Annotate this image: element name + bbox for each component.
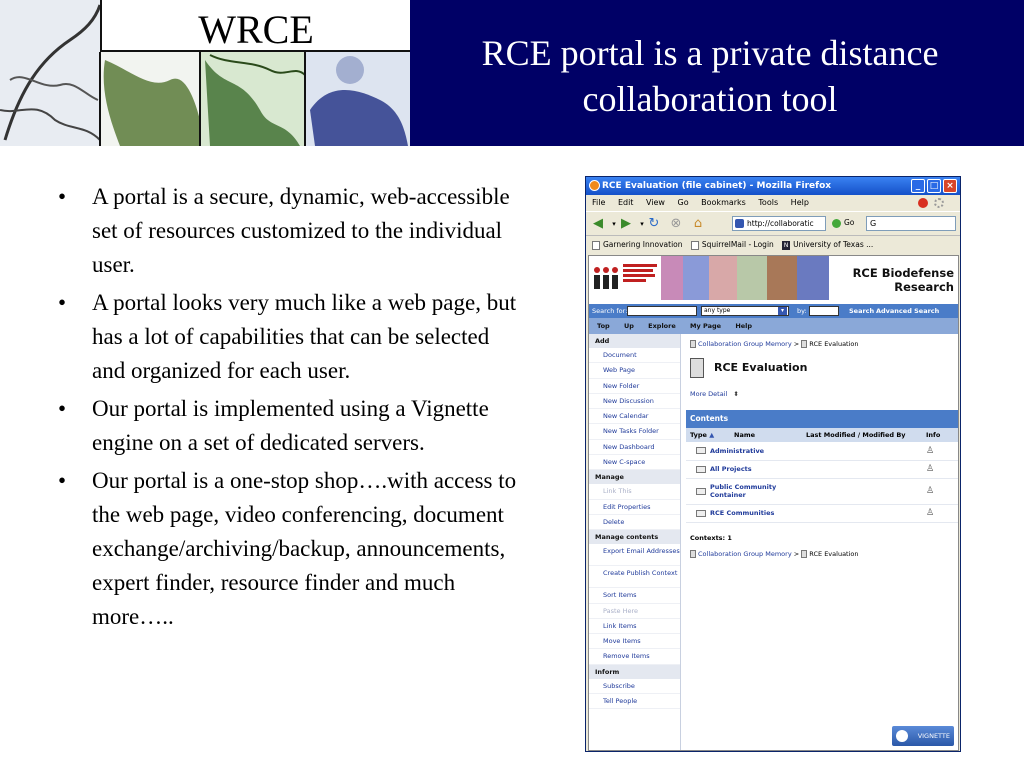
close-icon[interactable]: × bbox=[943, 179, 957, 193]
bullet-item bbox=[50, 286, 520, 388]
nav-help[interactable]: Help bbox=[735, 322, 753, 330]
drawer-icon bbox=[801, 340, 807, 348]
link-items-link[interactable]: Link Items bbox=[589, 619, 680, 634]
table-header-row bbox=[686, 428, 959, 442]
subscribe-link[interactable]: Subscribe bbox=[589, 679, 680, 694]
person-icon[interactable]: ♙ bbox=[926, 445, 935, 456]
go-icon bbox=[832, 219, 841, 228]
cabinet-icon bbox=[690, 550, 696, 558]
left-action-menu bbox=[589, 334, 681, 751]
link-this-link: Link This bbox=[589, 484, 680, 499]
menu-file[interactable]: File bbox=[592, 198, 606, 207]
section-manage: Manage bbox=[589, 470, 680, 484]
col-name[interactable]: Name bbox=[730, 428, 802, 442]
banner-image bbox=[767, 256, 797, 300]
minimize-icon[interactable]: _ bbox=[911, 179, 925, 193]
menu-edit[interactable]: Edit bbox=[617, 198, 634, 207]
cabinet-icon bbox=[690, 340, 696, 348]
breadcrumb-parent-link[interactable]: Collaboration Group Memory bbox=[698, 340, 792, 348]
row-name[interactable]: RCE Communities bbox=[710, 509, 775, 517]
new-discussion-link[interactable]: New Discussion bbox=[589, 394, 680, 409]
bookmark-label: University of Texas ... bbox=[793, 240, 874, 249]
breadcrumb-separator: > bbox=[793, 550, 800, 558]
bookmark-label: SquirrelMail - Login bbox=[701, 240, 774, 249]
n-favicon-icon: N bbox=[783, 241, 789, 249]
contents-table bbox=[686, 428, 959, 523]
add-document-link[interactable]: Document bbox=[589, 348, 680, 363]
site-search-input[interactable] bbox=[627, 306, 697, 316]
paste-here-link: Paste Here bbox=[589, 604, 680, 619]
browser-search-input[interactable] bbox=[866, 216, 956, 231]
sort-up-icon[interactable]: ▲ bbox=[709, 431, 715, 439]
throbber-icon bbox=[934, 198, 944, 208]
page-icon bbox=[592, 241, 600, 250]
menu-help[interactable]: Help bbox=[790, 198, 809, 207]
back-arrow-icon[interactable]: ◀ bbox=[593, 216, 603, 231]
page-heading-row bbox=[690, 358, 807, 378]
menu-tools[interactable]: Tools bbox=[758, 198, 779, 207]
site-search-bar bbox=[589, 304, 958, 318]
vignette-badge[interactable] bbox=[892, 726, 954, 746]
breadcrumb bbox=[690, 340, 859, 348]
logo-title-box bbox=[100, 0, 410, 52]
table-row[interactable] bbox=[686, 460, 959, 478]
maximize-icon[interactable]: □ bbox=[927, 179, 941, 193]
banner-image bbox=[709, 256, 737, 300]
site-banner bbox=[589, 256, 958, 304]
bullet-text: Our portal is implemented using a Vignette engine on a set of dedicated servers. bbox=[92, 396, 489, 455]
stop-icon[interactable] bbox=[918, 198, 928, 208]
folder-icon bbox=[696, 510, 706, 517]
contents-header: Contents bbox=[686, 410, 959, 428]
type-select-value: any type bbox=[704, 307, 731, 314]
url-input[interactable] bbox=[732, 216, 826, 231]
search-engine-icon: G bbox=[870, 219, 877, 228]
bullet-dot: • bbox=[58, 396, 67, 421]
new-dashboard-link[interactable]: New Dashboard bbox=[589, 440, 680, 455]
folder-icon bbox=[696, 466, 706, 473]
vignette-logo-icon bbox=[896, 730, 908, 742]
col-last-modified[interactable]: Last Modified / Modified By bbox=[802, 428, 922, 442]
col-type[interactable] bbox=[686, 428, 730, 442]
bookmark-item[interactable] bbox=[691, 240, 774, 249]
section-add: Add bbox=[589, 334, 680, 348]
reload-icon[interactable]: ↻ bbox=[648, 216, 660, 231]
row-name[interactable]: All Projects bbox=[710, 465, 752, 473]
go-label: Go bbox=[844, 218, 855, 227]
more-detail-label: More Detail bbox=[690, 390, 728, 398]
search-button[interactable]: Search bbox=[849, 307, 875, 315]
forward-arrow-icon[interactable]: ▶ bbox=[621, 216, 631, 231]
menu-go[interactable]: Go bbox=[677, 198, 689, 207]
row-info-cell bbox=[922, 478, 959, 504]
browser-window-screenshot bbox=[585, 176, 961, 752]
window-title: RCE Evaluation (file cabinet) - Mozilla Firefox bbox=[602, 181, 832, 191]
table-row[interactable] bbox=[686, 504, 959, 522]
nav-up[interactable]: Up bbox=[623, 322, 634, 330]
breadcrumb-separator: > bbox=[793, 340, 800, 348]
col-type-label: Type bbox=[690, 431, 707, 439]
bullet-dot: • bbox=[58, 184, 67, 209]
firefox-icon bbox=[589, 180, 600, 191]
go-button[interactable] bbox=[832, 218, 854, 228]
edit-properties-link[interactable]: Edit Properties bbox=[589, 500, 680, 515]
sort-items-link[interactable]: Sort Items bbox=[589, 588, 680, 603]
forward-dropdown-icon[interactable]: ▾ bbox=[640, 220, 644, 228]
by-input[interactable] bbox=[809, 306, 839, 316]
navigation-toolbar bbox=[586, 211, 960, 235]
banner-image bbox=[683, 256, 709, 300]
bullet-dot: • bbox=[58, 290, 67, 315]
bullet-item bbox=[50, 180, 520, 282]
vignette-label: VIGNETTE bbox=[917, 732, 950, 740]
row-name[interactable]: Public Community Container bbox=[710, 483, 777, 499]
search-label: Search for: bbox=[592, 307, 628, 315]
wrce-logo-panel bbox=[0, 0, 410, 146]
move-items-link[interactable]: Move Items bbox=[589, 634, 680, 649]
banner-image bbox=[797, 256, 829, 300]
table-row[interactable] bbox=[686, 478, 959, 504]
page-title: RCE Evaluation bbox=[714, 361, 808, 374]
chevron-down-icon: ▾ bbox=[778, 307, 787, 315]
bookmark-item[interactable] bbox=[782, 240, 873, 249]
page-icon bbox=[691, 241, 699, 250]
new-tasks-folder-link[interactable]: New Tasks Folder bbox=[589, 424, 680, 439]
row-info-cell bbox=[922, 504, 959, 522]
drawer-icon bbox=[801, 550, 807, 558]
by-label: by: bbox=[797, 307, 807, 315]
home-icon[interactable]: ⌂ bbox=[693, 216, 703, 231]
person-icon[interactable]: ♙ bbox=[926, 508, 935, 518]
delete-link[interactable]: Delete bbox=[589, 515, 680, 530]
context-current: RCE Evaluation bbox=[809, 550, 859, 558]
remove-items-link[interactable]: Remove Items bbox=[589, 649, 680, 664]
row-name-cell[interactable] bbox=[686, 460, 922, 478]
more-detail-link[interactable] bbox=[690, 390, 739, 398]
tell-people-link[interactable]: Tell People bbox=[589, 694, 680, 709]
slide-header bbox=[0, 0, 1024, 146]
new-c-space-link[interactable]: New C-space bbox=[589, 455, 680, 470]
browser-content bbox=[588, 255, 959, 751]
context-parent-link[interactable]: Collaboration Group Memory bbox=[698, 550, 792, 558]
new-calendar-link[interactable]: New Calendar bbox=[589, 409, 680, 424]
url-text: http://collaboratic bbox=[747, 219, 814, 228]
back-dropdown-icon[interactable]: ▾ bbox=[612, 220, 616, 228]
new-folder-link[interactable]: New Folder bbox=[589, 379, 680, 394]
folder-icon bbox=[696, 447, 706, 454]
person-icon[interactable]: ♙ bbox=[926, 464, 935, 474]
bookmark-item[interactable] bbox=[592, 240, 683, 249]
create-publish-context-link[interactable]: Create Publish Context bbox=[589, 566, 680, 588]
menu-bookmarks[interactable]: Bookmarks bbox=[701, 198, 746, 207]
nav-my-page[interactable]: My Page bbox=[690, 322, 722, 330]
stop-nav-icon[interactable]: ⊗ bbox=[670, 216, 682, 231]
contexts-count: Contexts: 1 bbox=[690, 534, 732, 542]
window-titlebar bbox=[586, 177, 960, 195]
table-row[interactable] bbox=[686, 442, 959, 460]
row-info-cell bbox=[922, 442, 959, 460]
row-name[interactable]: Administrative bbox=[710, 446, 765, 455]
slide-title: RCE portal is a private distance collaboration tool bbox=[481, 33, 939, 119]
banner-image bbox=[661, 256, 683, 300]
bullet-dot: • bbox=[58, 468, 67, 493]
site-name-line2: Research bbox=[894, 280, 954, 294]
row-name-cell[interactable] bbox=[686, 478, 922, 504]
col-info[interactable]: Info bbox=[922, 428, 959, 442]
rce-logo-icon bbox=[591, 262, 621, 292]
menu-view[interactable]: View bbox=[645, 198, 665, 207]
export-email-addresses-link[interactable]: Export Email Addresses bbox=[589, 544, 680, 566]
bullet-list bbox=[50, 180, 520, 638]
bullet-item bbox=[50, 464, 520, 634]
site-name bbox=[853, 266, 954, 294]
bullet-text: A portal looks very much like a web page, but has a lot of capabilities that can be selected and organized for each user. bbox=[92, 290, 517, 383]
nav-top[interactable]: Top bbox=[597, 322, 610, 330]
row-name-cell[interactable] bbox=[686, 442, 922, 460]
section-inform: Inform bbox=[589, 665, 680, 679]
site-name-line1: RCE Biodefense bbox=[852, 266, 954, 280]
bullet-text: Our portal is a one-stop shop….with access to the web page, video conferencing, document exchange/archiving/backup, announcements, expert finder, resource finder and much more….. bbox=[92, 468, 517, 629]
breadcrumb-current: RCE Evaluation bbox=[809, 340, 859, 348]
bullet-item bbox=[50, 392, 520, 460]
add-web-page-link[interactable]: Web Page bbox=[589, 363, 680, 378]
advanced-search-link[interactable]: Advanced Search bbox=[876, 307, 940, 315]
person-icon[interactable]: ♙ bbox=[926, 486, 935, 496]
row-name-cell[interactable] bbox=[686, 504, 922, 522]
banner-image bbox=[737, 256, 767, 300]
site-favicon-icon bbox=[735, 219, 744, 228]
file-cabinet-icon bbox=[690, 358, 704, 378]
site-nav bbox=[589, 318, 958, 334]
row-info-cell bbox=[922, 460, 959, 478]
type-select[interactable] bbox=[701, 306, 789, 316]
section-manage-contents: Manage contents bbox=[589, 530, 680, 544]
context-breadcrumb bbox=[690, 550, 859, 558]
logo-title: WRCE bbox=[198, 7, 314, 52]
nav-explore[interactable]: Explore bbox=[648, 322, 676, 330]
bookmarks-toolbar bbox=[586, 235, 960, 253]
expand-toggle-icon[interactable]: ⬍ bbox=[733, 390, 739, 398]
folder-icon bbox=[696, 488, 706, 495]
bookmark-label: Garnering Innovation bbox=[603, 240, 683, 249]
banner-fine-print bbox=[623, 264, 661, 282]
menu-bar bbox=[586, 195, 960, 211]
bullet-text: A portal is a secure, dynamic, web-accessible set of resources customized to the individual user. bbox=[92, 184, 510, 277]
